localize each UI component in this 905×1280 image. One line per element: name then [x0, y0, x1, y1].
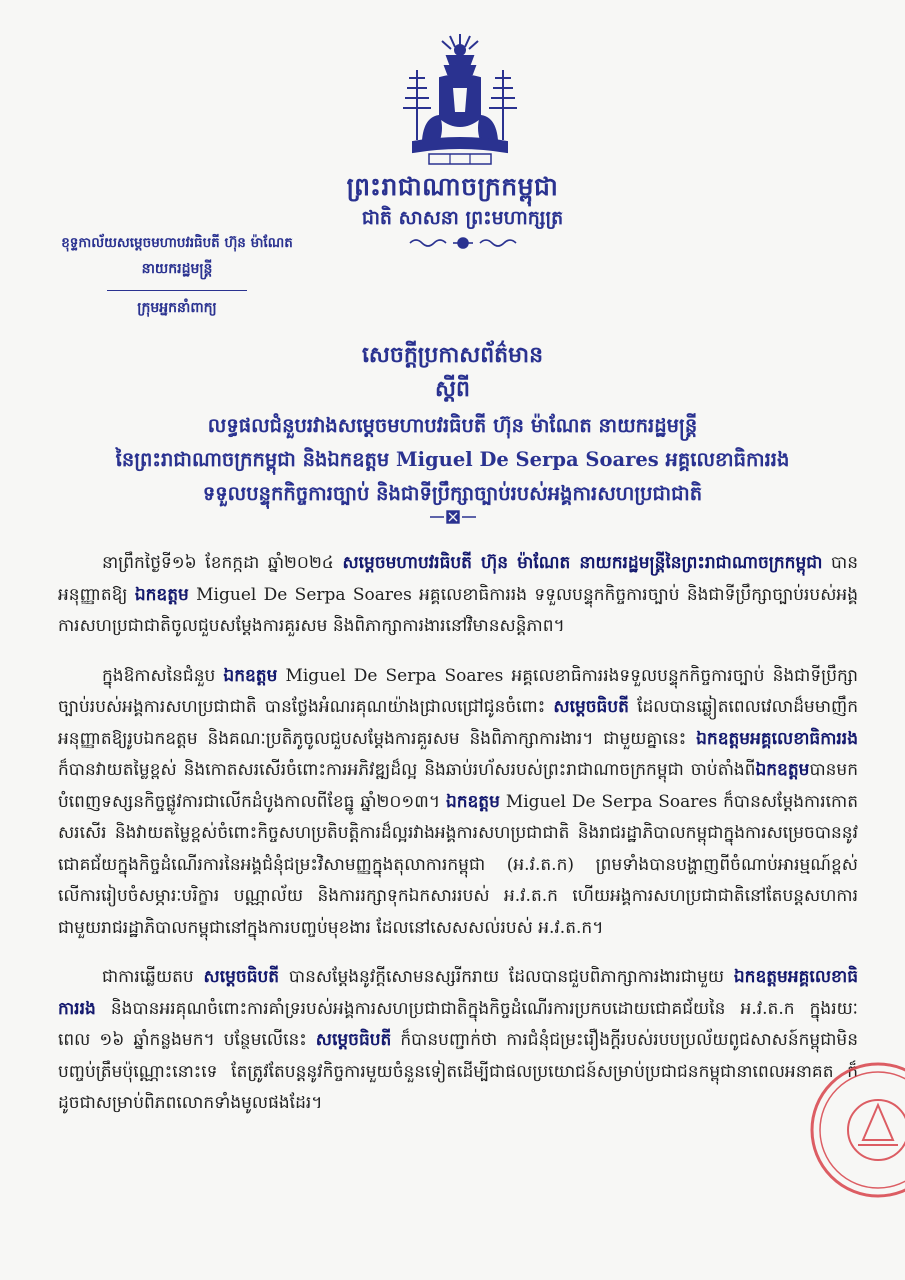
ornament-divider-icon	[408, 236, 518, 250]
paragraph-text: Miguel De Serpa Soares អគ្គលេខាធិការរង ទទួលបន្ទុកកិច្ចការច្បាប់ និងជាទីប្រឹក្សាច្បាប់របស់អង្គការសហប្រជាជាតិចូលជួបសម្តែងការគួរសម និងពិភាក្សាការងារនៅវិមានសន្តិភាព។	[58, 584, 858, 636]
paragraph-text: នាព្រឹកថ្ងៃទី១៦ ខែកក្កដា ឆ្នាំ២០២៤	[102, 553, 343, 573]
document-subject-line-2: នៃព្រះរាជាណាចក្រកម្ពុជា និងឯកឧត្តម Miguel De Serpa Soares អគ្គលេខាធិការរង	[115, 448, 790, 471]
office-subtitle: នាយករដ្ឋមន្ត្រី	[141, 261, 213, 277]
paragraph-text: ក៏បានវាយតម្លៃខ្ពស់ និងកោតសរសើរចំពោះការអភិវឌ្ឍដ៏ល្អ និងឆាប់រហ័សរបស់ព្រះរាជាណាចក្រកម្ពុជា ចាប់តាំងពី	[58, 760, 756, 780]
body-paragraph	[58, 661, 858, 945]
body-paragraph	[58, 962, 858, 1120]
paragraph-text: បានមកបំពេញទស្សនកិច្ចផ្លូវការជាលើកដំបូងកាលពីខែធ្នូ ឆ្នាំ២០១៣។	[58, 760, 858, 812]
paragraph-text: ក្នុងឱកាសនៃជំនួប	[102, 665, 224, 686]
document-title: សេចក្តីប្រកាសព័ត៌មាន	[361, 342, 544, 368]
kingdom-title: ព្រះរាជាណាចក្រកម្ពុជា	[346, 172, 559, 201]
paragraph-text: បានអនុញ្ញាតឱ្យ	[58, 553, 858, 605]
office-team: ក្រុមអ្នកនាំពាក្យ	[137, 300, 217, 316]
bold-text: សម្តេចធិបតី	[553, 697, 629, 717]
document-heading	[40, 340, 865, 510]
paragraph-text: Miguel De Serpa Soares ក៏បានសម្តែងការកោតសរសើរ និងវាយតម្លៃខ្ពស់ចំពោះកិច្ចសហប្រតិបត្តិការដ៏ល្អរវាងអង្គការសហប្រជាជាតិ និងរាជរដ្ឋាភិបាលកម្ពុជាក្នុងការសម្រេចបាននូវជោគជ័យក្នុងកិច្ចដំណើរការនៃអង្គជំនុំជម្រះវិសាមញ្ញក្នុងតុលាការកម្ពុជា (អ.វ.ត.ក) ព្រមទាំងបានបង្ហាញពីចំណាប់អារម្មណ៍ខ្ពស់លើការរៀបចំសម្ភារៈបរិក្ខារ បណ្ណាល័យ និងការរក្សាទុកឯកសាររបស់ អ.វ.ត.ក ហើយអង្គការសហប្រជាជាតិនៅតែបន្តសហការជាមួយរាជរដ្ឋាភិបាលកម្ពុជានៅក្នុងការបញ្ចប់មុខងារ ដែលនៅសេសសល់របស់ អ.វ.ត.ក។	[58, 791, 858, 938]
official-red-seal-icon	[808, 1060, 905, 1200]
paragraph-text: ជាការឆ្លើយតប	[102, 967, 204, 987]
bold-text: សម្តេចធិបតី	[315, 1030, 392, 1050]
bold-text: ឯកឧត្តម	[755, 760, 810, 780]
document-subject-line-1: លទ្ធផលជំនួបរវាងសម្តេចមហាបវរធិបតី ហ៊ុន ម៉ាណែត នាយករដ្ឋមន្ត្រី	[207, 414, 698, 437]
section-divider-icon	[428, 510, 478, 524]
document-subject-label: ស្តីពី	[435, 376, 470, 402]
office-block	[52, 234, 302, 317]
bold-text: ឯកឧត្តម	[223, 665, 278, 686]
bold-text: សម្តេចមហាបវរធិបតី ហ៊ុន ម៉ាណែត នាយករដ្ឋមន្ត្រីនៃព្រះរាជាណាចក្រកម្ពុជា	[342, 553, 823, 573]
paragraph-text: និងបានអរគុណចំពោះការគាំទ្ររបស់អង្គការសហប្រជាជាតិក្នុងកិច្ចដំណើរការប្រកបដោយជោគជ័យនៃ អ.វ.ត.ក ក្នុងរយៈពេល ១៦ ឆ្នាំកន្លងមក។ បន្ថែមលើនេះ	[58, 998, 858, 1050]
national-motto: ជាតិ សាសនា ព្រះមហាក្សត្រ	[361, 207, 564, 229]
office-title: ខុទ្ទកាល័យសម្តេចមហាបវរធិបតី ហ៊ុន ម៉ាណែត	[61, 235, 293, 251]
paragraph-text: ដែលបានឆ្លៀតពេលវេលាដ៏មមាញឹកអនុញ្ញាតឱ្យរូបឯកឧត្តម និងគណៈប្រតិភូចូលជួបសម្តែងការគួរសម និងពិភាក្សាការងារ។ ជាមួយគ្នានេះ	[58, 697, 858, 749]
document-body	[58, 548, 858, 1138]
bold-text: ឯកឧត្តមអគ្គលេខាធិការរង	[696, 728, 858, 749]
document-subject-line-3: ទទួលបន្ទុកកិច្ចការច្បាប់ និងជាទីប្រឹក្សាច្បាប់របស់អង្គការសហប្រជាជាតិ	[202, 482, 703, 505]
paragraph-text: ក៏បានបញ្ជាក់ថា ការជំនុំជម្រះរឿងក្តីរបស់របបប្រល័យពូជសាសន៍កម្ពុជាមិនបញ្ចប់ត្រឹមប៉ុណ្ណោះនោះទេ តែត្រូវតែបន្តនូវកិច្ចការមួយចំនួនទៀតដើម្បីជាផលប្រយោជន៍សម្រាប់ប្រជាជនកម្ពុជានាពេលអនាគត ក៏ដូចជាសម្រាប់ពិភពលោកទាំងមូលផងដែរ។	[58, 1030, 858, 1113]
royal-coat-of-arms-icon	[395, 30, 525, 170]
body-paragraph	[58, 548, 858, 643]
bold-text: ឯកឧត្តមអគ្គលេខាធិការរង	[58, 967, 858, 1019]
bold-text: ឯកឧត្តម	[445, 791, 500, 812]
office-divider	[107, 290, 247, 291]
bold-text: ឯកឧត្តម	[134, 584, 189, 605]
paragraph-text: បានសម្តែងនូវក្តីសោមនស្សរីករាយ ដែលបានជួបពិភាក្សាការងារជាមួយ	[279, 967, 734, 987]
paragraph-text: Miguel De Serpa Soares អគ្គលេខាធិការរងទទួលបន្ទុកកិច្ចការច្បាប់ និងជាទីប្រឹក្សាច្បាប់របស់អង្គការសហប្រជាជាតិ បានថ្លែងអំណរគុណយ៉ាងជ្រាលជ្រៅជូនចំពោះ	[58, 665, 858, 717]
bold-text: សម្តេចធិបតី	[203, 967, 280, 987]
